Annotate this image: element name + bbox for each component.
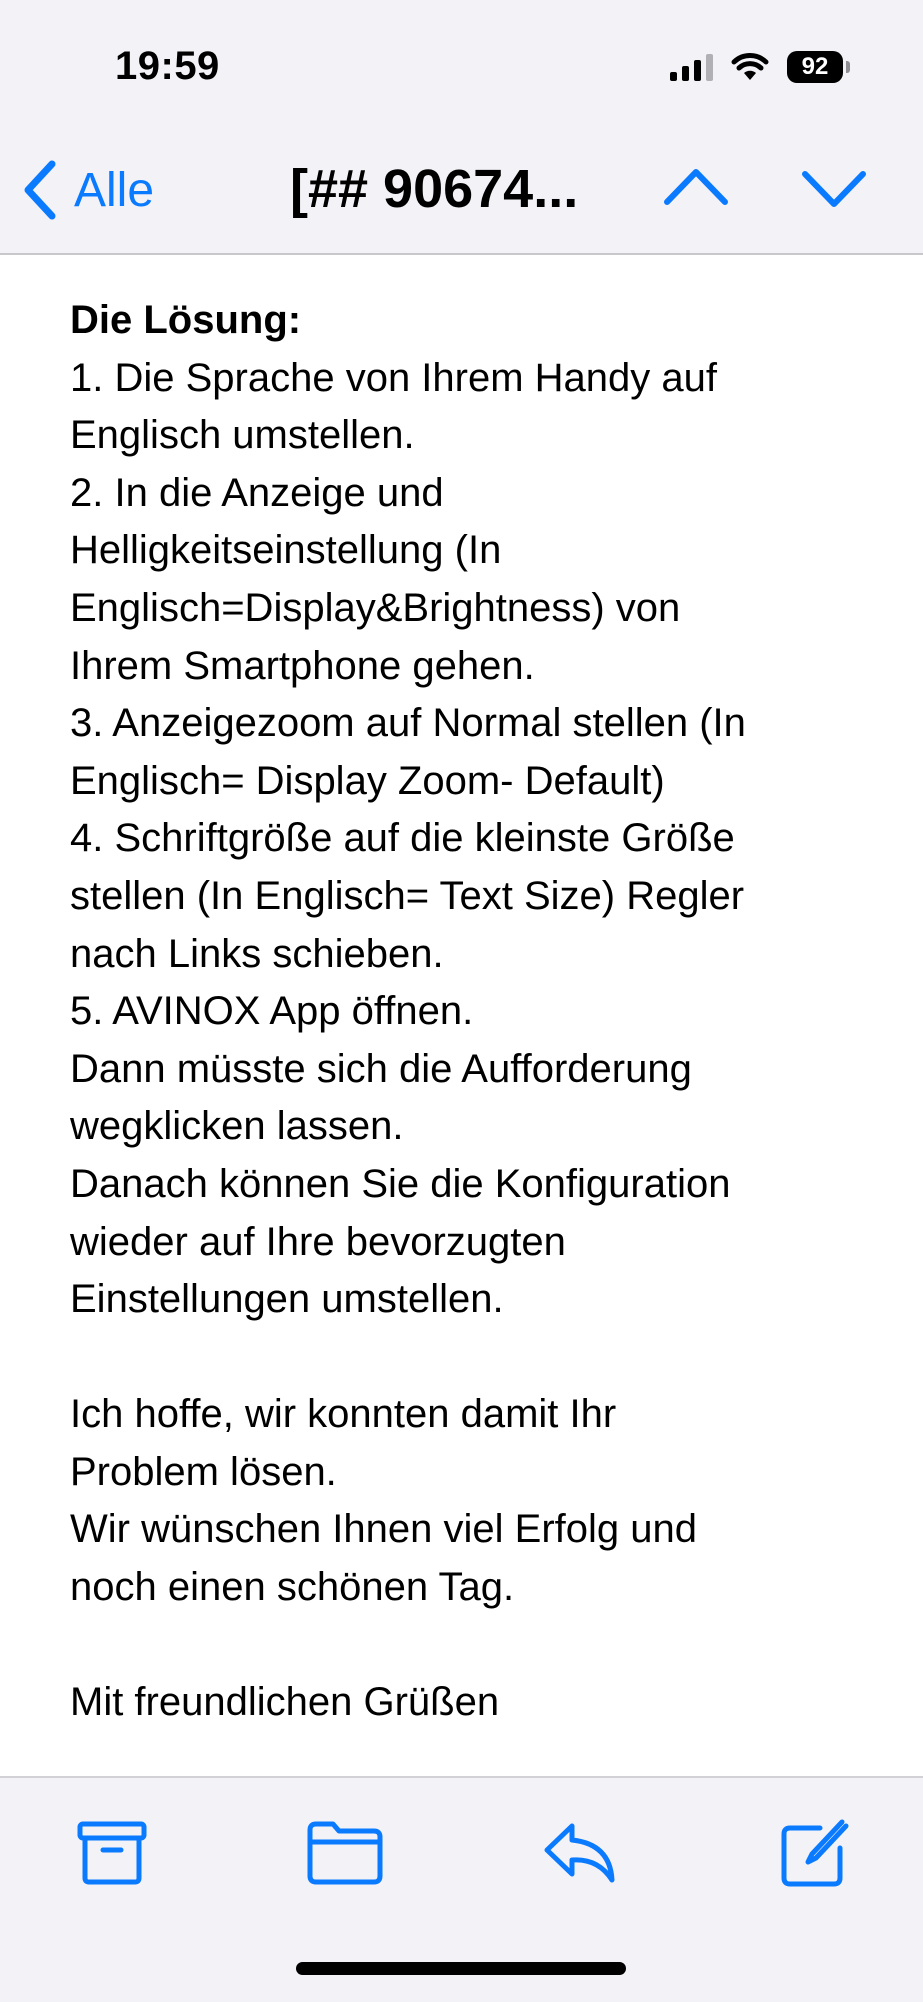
chevron-up-icon — [662, 160, 730, 216]
compose-icon — [778, 1818, 850, 1890]
text-line: 1. Die Sprache von Ihrem Handy auf — [70, 355, 718, 400]
chevron-down-icon — [800, 160, 868, 216]
back-label: Alle — [74, 163, 155, 217]
navigation-bar — [0, 130, 923, 255]
text-line: Ich hoffe, wir konnten damit Ihr — [70, 1392, 617, 1437]
text-line: Englisch umstellen. — [70, 413, 415, 458]
text-line: Englisch= Display Zoom- Default) — [70, 758, 665, 803]
text-line: 2. In die Anzeige und — [70, 470, 444, 515]
message-heading: Die Lösung: — [70, 298, 302, 342]
text-line: Einstellungen umstellen. — [70, 1277, 504, 1322]
text-line: stellen (In Englisch= Text Size) Regler — [70, 873, 745, 918]
text-line: wegklicken lassen. — [70, 1104, 404, 1149]
text-line: Ihrem Smartphone gehen. — [70, 643, 535, 688]
text-line: nach Links schieben. — [70, 931, 444, 976]
text-line: Danach können Sie die Konfiguration — [70, 1161, 731, 1206]
text-line: Wir wünschen Ihnen viel Erfolg und — [70, 1507, 697, 1552]
back-button[interactable] — [22, 155, 154, 225]
next-message-button[interactable] — [800, 160, 868, 221]
archive-icon — [76, 1818, 148, 1886]
battery-icon: 92 — [787, 51, 843, 83]
text-line: Problem lösen. — [70, 1449, 337, 1494]
reply-button[interactable] — [542, 1818, 618, 1891]
text-line: Englisch=Display&Brightness) von — [70, 585, 681, 630]
bottom-toolbar — [0, 1776, 923, 2002]
message-body — [70, 292, 870, 1732]
archive-button[interactable] — [76, 1818, 148, 1891]
text-line: Mit freundlichen Grüßen — [70, 1680, 500, 1725]
reply-icon — [542, 1818, 618, 1886]
compose-button[interactable] — [778, 1818, 850, 1895]
wifi-icon — [731, 53, 769, 81]
text-line: 3. Anzeigezoom auf Normal stellen (In — [70, 701, 746, 746]
blank-line — [70, 1617, 870, 1675]
text-line: wieder auf Ihre bevorzugten — [70, 1219, 566, 1264]
status-time: 19:59 — [115, 44, 220, 88]
text-line: 4. Schriftgröße auf die kleinste Größe — [70, 816, 735, 861]
message-subject-title: [## 90674... — [290, 159, 579, 219]
status-indicators — [670, 50, 843, 84]
text-line: Dann müsste sich die Aufforderung — [70, 1046, 692, 1091]
move-to-folder-button[interactable] — [305, 1818, 385, 1891]
home-indicator — [296, 1962, 626, 1975]
blank-line — [70, 1329, 870, 1387]
text-line: noch einen schönen Tag. — [70, 1565, 515, 1610]
status-bar — [0, 0, 923, 130]
previous-message-button[interactable] — [662, 160, 730, 221]
folder-icon — [305, 1818, 385, 1886]
message-text — [70, 350, 870, 1732]
text-line: Helligkeitseinstellung (In — [70, 528, 502, 573]
text-line: 5. AVINOX App öffnen. — [70, 989, 474, 1034]
cellular-signal-icon — [670, 53, 713, 81]
chevron-left-icon — [22, 160, 58, 220]
